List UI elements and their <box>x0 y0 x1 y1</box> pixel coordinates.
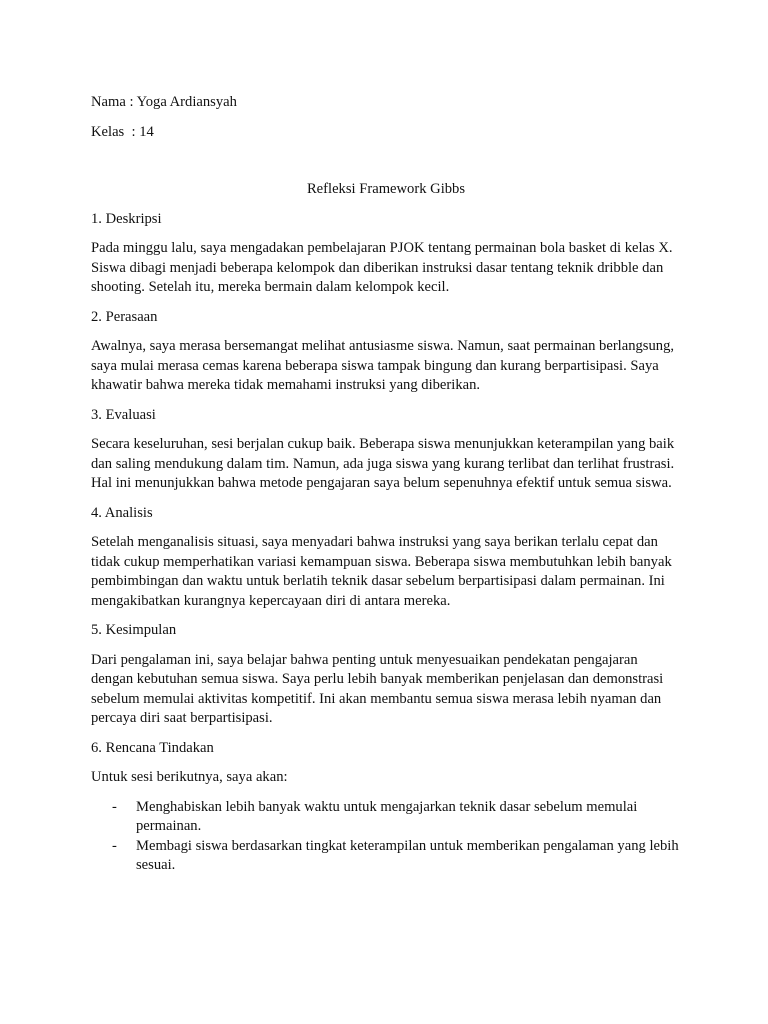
section-heading: 2. Perasaan <box>91 308 158 325</box>
section-perasaan <box>91 308 681 396</box>
document-title: Refleksi Framework Gibbs <box>306 181 466 197</box>
action-plan-list <box>91 798 681 876</box>
section-heading: 5. Kesimpulan <box>91 622 177 638</box>
student-class-line: Kelas : 14 <box>91 123 154 140</box>
list-item-text: Membagi siswa berdasarkan tingkat keterampilan untuk memberikan pengalaman yang lebih sesuai. <box>136 837 679 873</box>
section-evaluasi <box>91 406 681 494</box>
bullet-dash: - <box>112 798 117 815</box>
list-item <box>91 798 681 837</box>
section-kesimpulan <box>91 621 681 729</box>
list-item <box>91 837 681 876</box>
section-body: Setelah menganalisis situasi, saya menyadari bahwa instruksi yang saya berikan terlalu cepat dan tidak cukup memperhatikan variasi kemampuan siswa. Beberapa siswa membutuhkan lebih banyak pembimbingan dan waktu untuk berlatih teknik dasar sebelum berpartisipasi dalam permainan. Ini mengakibatkan kurangnya kepercayaan diri di antara mereka. <box>91 534 672 609</box>
section-body: Awalnya, saya merasa bersemangat melihat antusiasme siswa. Namun, saat permainan berlangsung, saya mulai merasa cemas karena beberapa siswa tampak bingung dan kurang berpartisipasi. Saya khawatir bahwa mereka tidak memahami instruksi yang diberikan. <box>91 338 675 393</box>
section-heading: 4. Analisis <box>91 504 153 521</box>
section-heading: 1. Deskripsi <box>91 210 162 227</box>
section-rencana-tindakan <box>91 739 681 876</box>
section-body: Secara keseluruhan, sesi berjalan cukup baik. Beberapa siswa menunjukkan keterampilan yang baik dan saling mendukung dalam tim. Namun, ada juga siswa yang kurang terlibat dan terlihat frustrasi. Hal ini menunjukkan bahwa metode pengajaran saya belum sepenuhnya efektif untuk semua siswa. <box>91 436 675 491</box>
section-body: Dari pengalaman ini, saya belajar bahwa penting untuk menyesuaikan pendekatan pengajaran dengan kebutuhan semua siswa. Saya perlu lebih banyak memberikan penjelasan dan demonstrasi sebelum memulai aktivitas kompetitif. Ini akan membantu semua siswa merasa lebih nyaman dan percaya diri saat berpartisipasi. <box>91 651 664 726</box>
section-body: Untuk sesi berikutnya, saya akan: <box>91 769 288 785</box>
bullet-dash: - <box>112 837 117 854</box>
section-deskripsi <box>91 210 681 298</box>
list-item-text: Menghabiskan lebih banyak waktu untuk mengajarkan teknik dasar sebelum memulai permainan. <box>136 798 638 834</box>
document-content <box>91 93 681 876</box>
section-body: Pada minggu lalu, saya mengadakan pembelajaran PJOK tentang permainan bola basket di kelas X. Siswa dibagi menjadi beberapa kelompok dan diberikan instruksi dasar tentang teknik dribble dan shooting. Setelah itu, mereka bermain dalam kelompok kecil. <box>91 240 673 295</box>
section-heading: 6. Rencana Tindakan <box>91 739 214 756</box>
section-heading: 3. Evaluasi <box>91 406 156 423</box>
student-name-line: Nama : Yoga Ardiansyah <box>91 94 237 110</box>
section-analisis <box>91 504 681 612</box>
